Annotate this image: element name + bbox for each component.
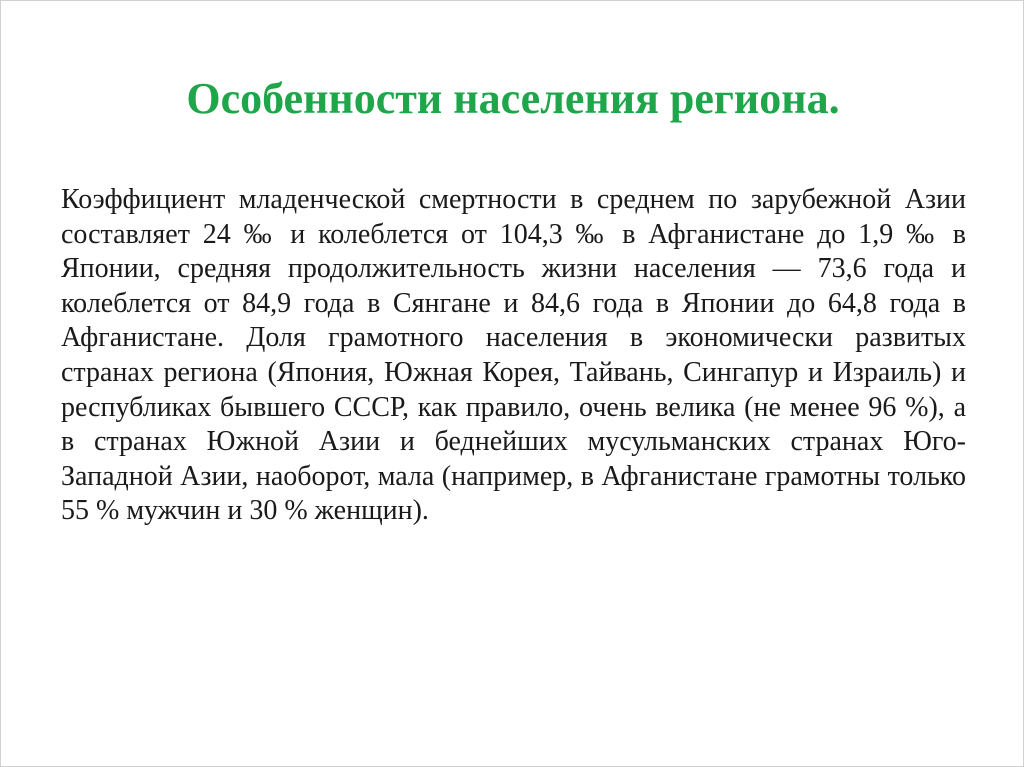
slide-body-text: Коэффициент младенческой смертности в среднем по зарубежной Азии составляет 24 ‰ и колеблется от 104,3 ‰ в Афганистане до 1,9 ‰ в Японии, средняя продолжительность жизни населения — 73,6 года и колеблется от 84,9 года в Сянгане и 84,6 года в Японии до 64,8 года в Афганистане. Доля грамотного населения в экономически развитых странах региона (Япония, Южная Корея, Тайвань, Сингапур и Израиль) и республиках бывшего СССР, как правило, очень велика (не менее 96 %), а в странах Южной Азии и беднейших мусульманских странах Юго-Западной Азии, наоборот, мала (например, в Афганистане грамотны только 55 % мужчин и 30 % женщин).: [61, 184, 966, 527]
slide-title: Особенности населения региона.: [186, 74, 840, 123]
